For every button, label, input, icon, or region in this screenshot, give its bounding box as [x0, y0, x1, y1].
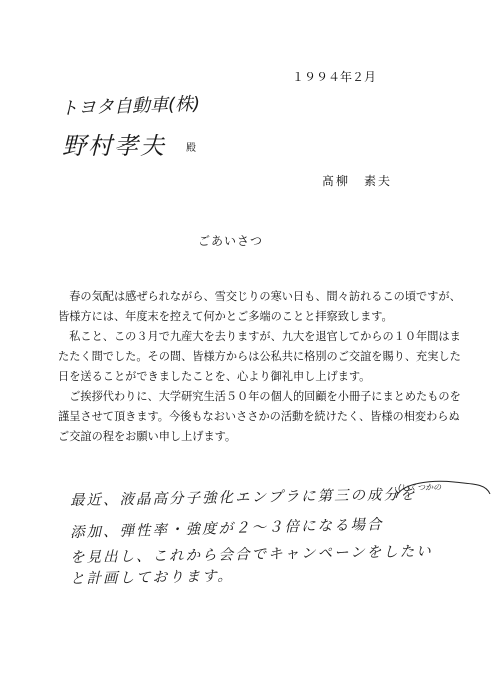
paragraph-line: たたく間でした。その間、皆様方からは公私共に格別のご交誼を賜り、充実した [58, 350, 461, 363]
paragraph-line: ご挨拶代わりに、大学研究生活５０年の個人的回顧を小冊子にまとめたものを [58, 390, 461, 403]
handwritten-line: 添加、弾性率・強度が２〜３倍になる場合 [69, 516, 384, 542]
paragraph-line: 皆様方には、年度末を控えて何かとご多端のことと拝察致します。 [58, 310, 393, 323]
paragraph-line: 私こと、この３月で九産大を去りますが、九大を退官してからの１０年間はま [58, 330, 461, 343]
paragraph-booklet [58, 387, 478, 447]
paragraph-line: ご交誼の程をお願い申し上げます。 [58, 430, 237, 443]
sender-name: 髙柳 素夫 [322, 174, 393, 188]
honorific: 殿 [186, 143, 196, 154]
recipient-company: トヨタ自動車(株) [59, 93, 201, 120]
letter-heading: ごあいさつ [198, 234, 264, 248]
paragraph-seasonal-greeting [58, 287, 478, 327]
paragraph-retirement [58, 327, 478, 387]
paragraph-line: 謹呈させて頂きます。今後もなおいささかの活動を続けたく、皆様の相変わらぬ [58, 410, 460, 423]
recipient-name: 野村孝夫 [62, 132, 166, 160]
paragraph-line: 日を送ることができましたことを、心より御礼申し上げます。 [58, 370, 371, 383]
handwritten-line: を見出し、これから会合でキャンペーンをしたい [69, 543, 433, 567]
letter-date: １９９４年２月 [292, 70, 377, 84]
handwritten-line: 最近、液晶高分子強化エンプラに第三の成分を [69, 486, 417, 510]
paragraph-line: 春の気配は感ぜられながら、雪交じりの寒い日も、間々訪れるこの頃ですが、 [58, 290, 461, 303]
handwritten-line: と計画しております。 [69, 568, 234, 588]
handwritten-insertion: (いくつかの [398, 483, 442, 492]
